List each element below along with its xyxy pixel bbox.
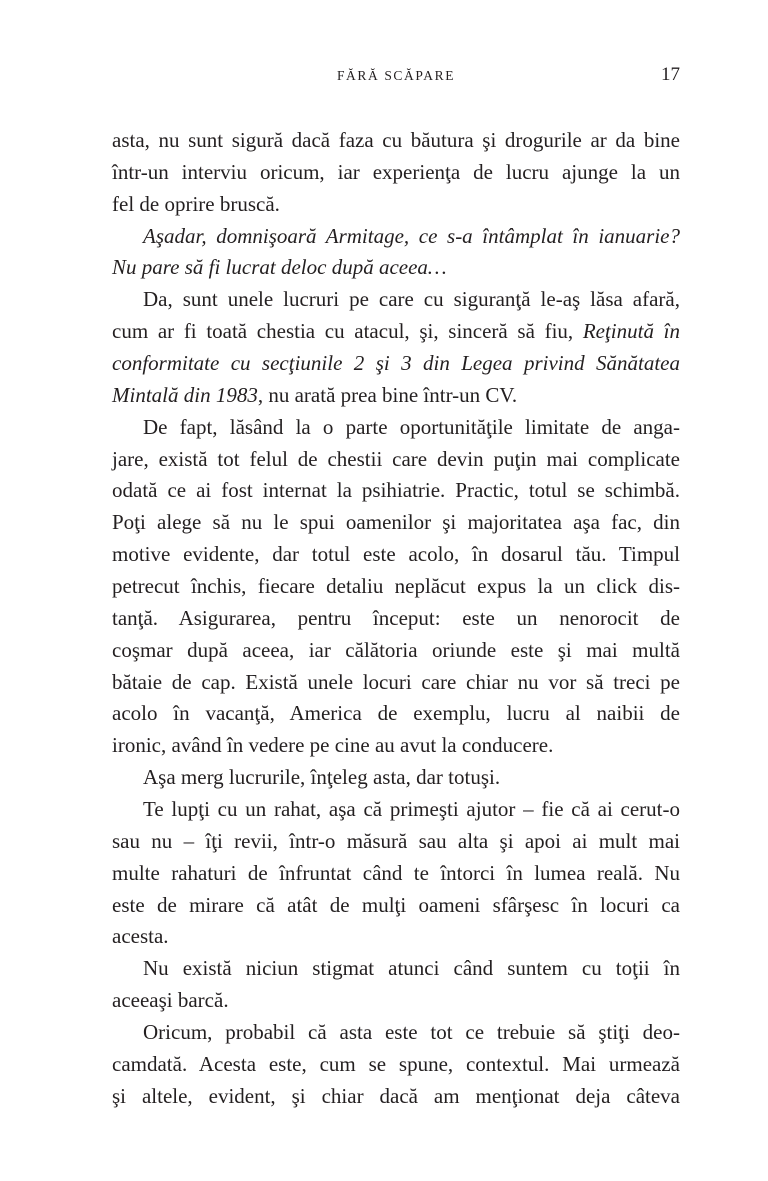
- text-line: [112, 858, 680, 890]
- text-line: [112, 1081, 680, 1113]
- text-segment: , nu arată prea bine într-un CV.: [257, 382, 518, 407]
- text-line: [112, 921, 680, 953]
- text-line: [112, 507, 680, 539]
- text-segment: motive evidente, dar totul este acolo, în dosarul tău. Timpul: [112, 542, 680, 567]
- text-line: [112, 444, 680, 476]
- text-segment: Nu există niciun stigmat atunci când suntem cu toţii în: [143, 956, 680, 981]
- text-line: [112, 890, 680, 922]
- text-line: [112, 762, 680, 794]
- text-line: [112, 316, 680, 348]
- text-segment: tanţă. Asigurarea, pentru început: este un nenorocit de: [112, 605, 680, 630]
- text-line: [112, 826, 680, 858]
- text-line: [112, 475, 680, 507]
- book-title: FĂRĂ SCĂPARE: [336, 68, 456, 83]
- text-line: [112, 571, 680, 603]
- text-segment: Da, sunt unele lucruri pe care cu siguranţă le-aş lăsa afară,: [143, 287, 680, 312]
- text-line: [112, 953, 680, 985]
- text-line: [112, 1049, 680, 1081]
- text-segment: şi altele, evident, şi chiar dacă am menţionat deja câteva: [112, 1083, 680, 1108]
- text-line: [112, 667, 680, 699]
- italic-text: Aşadar, domnişoară Armitage, ce s-a întâmplat în ianuarie?: [143, 223, 680, 248]
- text-line: [112, 985, 680, 1017]
- italic-text: conformitate cu secţiunile 2 şi 3 din Legea privind Sănătatea: [112, 351, 680, 376]
- text-line: [112, 698, 680, 730]
- text-segment: multe rahaturi de înfruntat când te întorci în lumea reală. Nu: [112, 860, 680, 885]
- text-line: [112, 603, 680, 635]
- text-line: [112, 125, 680, 157]
- text-line: [112, 730, 680, 762]
- text-segment: aceeaşi barcă.: [112, 988, 229, 1013]
- text-segment: De fapt, lăsând la o parte oportunităţile limitate de anga-: [143, 414, 680, 439]
- text-segment: acolo în vacanţă, America de exemplu, lucru al naibii de: [112, 701, 680, 726]
- text-line: [112, 221, 680, 253]
- running-header: [112, 64, 680, 88]
- text-line: [112, 284, 680, 316]
- text-segment: Oricum, probabil că asta este tot ce trebuie să ştiţi deo-: [143, 1020, 680, 1045]
- text-segment: bătaie de cap. Există unele locuri care chiar nu vor să treci pe: [112, 669, 680, 694]
- text-line: [112, 348, 680, 380]
- italic-text: Reţinută în: [582, 319, 680, 344]
- text-line: [112, 252, 680, 284]
- page-number: 17: [661, 64, 680, 85]
- text-segment: asta, nu sunt sigură dacă faza cu băutura şi drogurile ar da bine: [112, 128, 680, 152]
- text-line: [112, 380, 680, 412]
- text-segment: petrecut închis, fiecare detaliu neplăcut expus la un click dis-: [112, 574, 680, 599]
- text-line: [112, 635, 680, 667]
- text-line: [112, 1017, 680, 1049]
- text-line: [112, 539, 680, 571]
- italic-text: Nu pare să fi lucrat deloc după aceea…: [112, 255, 447, 280]
- text-segment: într-un interviu oricum, iar experienţa de lucru ajunge la un: [112, 159, 680, 184]
- text-line: [112, 157, 680, 189]
- text-segment: odată ce ai fost internat la psihiatrie. Practic, totul se schimbă.: [112, 478, 680, 503]
- text-segment: sau nu – îţi revii, într-o măsură sau alta şi apoi ai mult mai: [112, 828, 680, 853]
- text-segment: Aşa merg lucrurile, înţeleg asta, dar totuşi.: [143, 765, 501, 790]
- text-line: [112, 189, 680, 221]
- text-segment: acesta.: [112, 924, 169, 949]
- text-segment: este de mirare că atât de mulţi oameni sfârşesc în locuri ca: [112, 892, 680, 917]
- text-line: [112, 794, 680, 826]
- text-segment: jare, există tot felul de chestii care devin puţin mai complicate: [112, 446, 680, 471]
- text-segment: ironic, având în vedere pe cine au avut la conducere.: [112, 733, 554, 758]
- text-segment: Poţi alege să nu le spui oamenilor şi majoritatea aşa fac, din: [112, 510, 680, 535]
- text-segment: coşmar după aceea, iar călătoria oriunde este şi mai multă: [112, 637, 680, 662]
- body-text: [112, 125, 680, 1113]
- text-segment: Te lupţi cu un rahat, aşa că primeşti ajutor – fie că ai cerut-o: [143, 797, 680, 822]
- text-segment: fel de oprire bruscă.: [112, 191, 280, 216]
- italic-text: Mintală din 1983: [112, 382, 258, 407]
- text-line: [112, 412, 680, 444]
- text-segment: camdată. Acesta este, cum se spune, contextul. Mai urmează: [112, 1051, 680, 1076]
- text-segment: cum ar fi toată chestia cu atacul, şi, sinceră să fiu,: [112, 319, 583, 344]
